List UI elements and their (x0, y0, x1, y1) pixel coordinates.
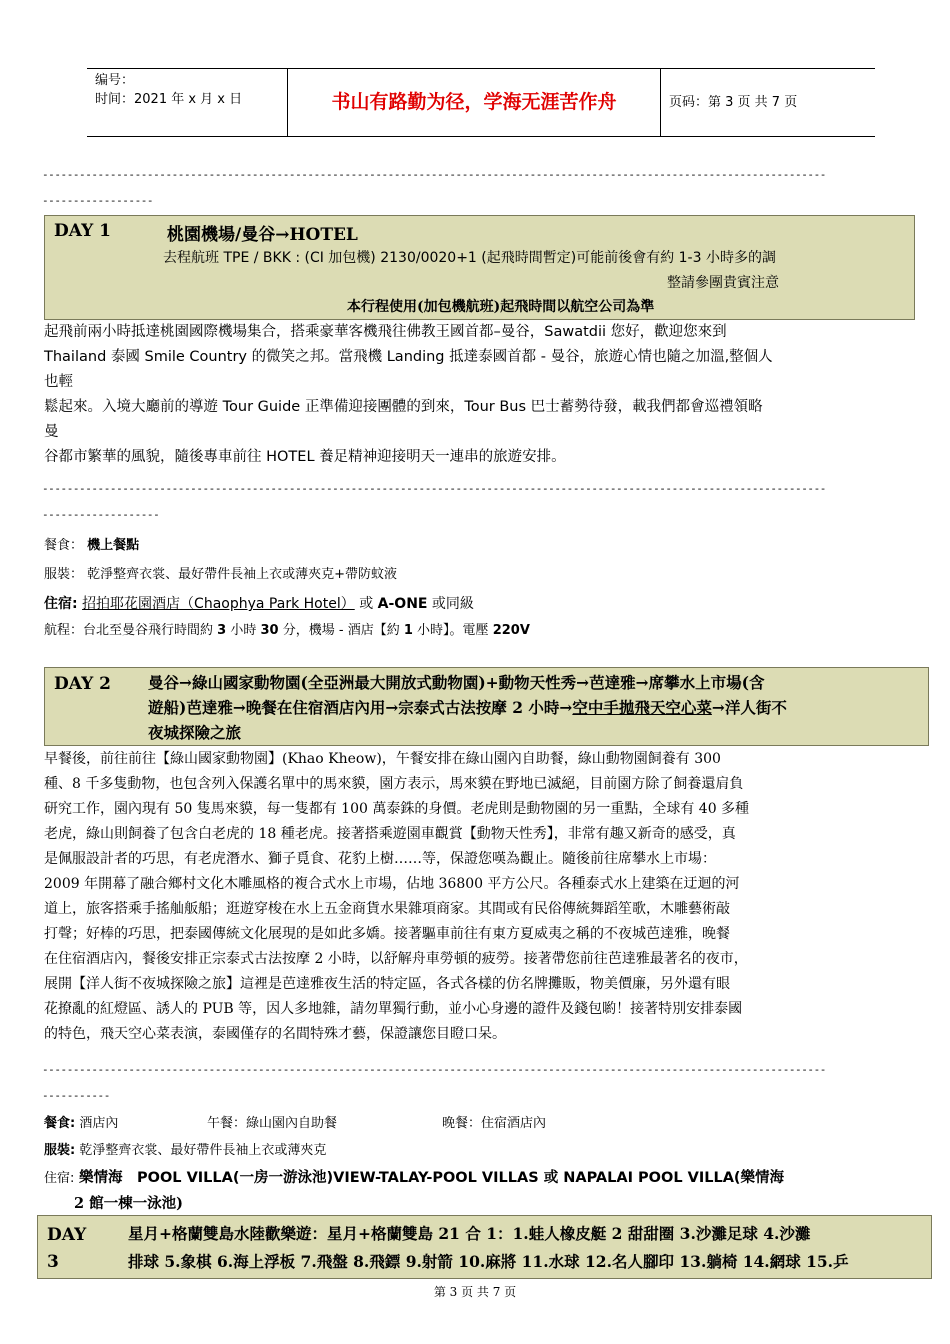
hotel-label: 住宿: (44, 1171, 75, 1186)
route-voltage: 220V (492, 623, 530, 638)
meal-label: 餐食: (44, 1116, 76, 1131)
day2-meal-row (44, 1114, 644, 1134)
time-label: 时间：2021 年 x 月 x 日 (95, 92, 243, 107)
day2-title-segment: 遊船)芭達雅→晚餐在住宿酒店內用→宗泰式古法按摩 2 小時→ (148, 698, 573, 717)
day2-title-underlined: 空中手拋飛天空心菜 (572, 698, 712, 717)
day2-para-line: 種、8 千多隻動物，也包含列入保護名單中的馬來貘，園方表示，馬來貘在野地已滅絕，目前園方除了飼養還肩負 (44, 776, 744, 792)
day2-title-line: 曼谷→綠山國家動物園(全亞洲最大開放式動物園)+動物天性秀→芭達雅→席攀水上市場(含 (148, 673, 765, 692)
meal-lunch: 午餐：綠山園內自助餐 (207, 1116, 338, 1131)
dress-value: 乾淨整齊衣裳、最好帶件長袖上衣或薄夾克 (79, 1143, 327, 1158)
day2-para-line: 早餐後，前往前往【綠山國家動物園】(Khao Kheow)，午餐安排在綠山園內自助餐，綠山動物園飼養有 300 (44, 751, 721, 767)
dashed-separator-tail: ----------- (42, 1089, 110, 1102)
day1-para-line: 谷都市繁華的風貌，隨後專車前往 HOTEL 養足精神迎接明天一連串的旅遊安排。 (44, 449, 566, 465)
day1-paragraph (44, 320, 924, 470)
day2-title-segment: →洋人街不 (711, 698, 787, 717)
day2-para-line: 道上，旅客搭乘手搖舢舨船；逛遊穿梭在水上五金商貨水果雜項商家。其間或有民俗傳統舞蹈笙歌，木雕藝術敲 (44, 901, 730, 917)
day2-dress-row (44, 1141, 326, 1161)
day1-hotel-row (44, 594, 474, 614)
day1-flight-line3: 本行程使用(加包機航班)起飛時間以航空公司為準 (347, 299, 655, 315)
day2-hotel-row (44, 1165, 784, 1217)
day1-para-line: Thailand 泰國 Smile Country 的微笑之邦。當飛機 Landing 抵達泰國首都 - 曼谷，旅遊心情也隨之加溫,整個人 (44, 349, 773, 365)
day2-title (148, 670, 787, 745)
day2-para-line: 展開【洋人街不夜城探險之旅】這裡是芭達雅夜生活的特定區，各式各樣的仿名牌攤販，物美價廉，另外還有眼 (44, 976, 730, 992)
dashed-separator-tail: ------------------ (42, 194, 154, 207)
motto-text: 书山有路勤为径，学海无涯苦作舟 (331, 91, 617, 113)
day3-label-line: DAY (47, 1225, 87, 1245)
meal-dinner: 晚餐：住宿酒店內 (442, 1116, 547, 1131)
route-text: 分，機場 - 酒店【約 (282, 623, 400, 638)
number-label: 编号： (95, 73, 135, 88)
meal-value: 機上餐點 (87, 538, 140, 553)
day1-route-row (44, 621, 530, 641)
day1-title: 桃園機場/曼谷→HOTEL (167, 225, 358, 245)
day3-header-box (37, 1215, 932, 1279)
day1-dress-row (44, 565, 397, 585)
day2-para-line: 在住宿酒店內，餐後安排正宗泰式古法按摩 2 小時，以舒解舟車勞頓的疲勞。接著帶您前往芭達雅最著名的夜市， (44, 951, 748, 967)
header-motto-cell (287, 69, 661, 136)
hotel-value: 樂情海 POOL VILLA(一房一游泳池)VIEW-TALAY-POOL VILLAS 或 NAPALAI POOL VILLA(樂情海 (79, 1170, 785, 1186)
day1-header-box (44, 215, 915, 320)
day3-title-line: 星月+格蘭雙島水陸歡樂遊：星月+格蘭雙島 21 合 1：1.蛙人橡皮艇 2 甜甜圈 3.沙灘足球 4.沙灘 (128, 1224, 811, 1243)
day1-meal-row (44, 536, 139, 556)
dress-label: 服裝： (44, 567, 84, 582)
route-text: 小時】。電壓 (417, 623, 489, 638)
day1-para-line: 也輕 (44, 374, 73, 390)
hotel-link[interactable]: 招拍耶花園酒店（Chaophya Park Hotel） (82, 596, 355, 612)
day2-para-line: 打聲；好棒的巧思，把泰國傳統文化展現的是如此多嬌。接著驅車前往有東方夏威夷之稱的不夜城芭達雅，晚餐 (44, 926, 730, 942)
day2-para-line: 老虎，綠山則飼養了包含白老虎的 18 種老虎。接著搭乘遊園車觀賞【動物天性秀】，非常有趣又新奇的感受，真 (44, 826, 736, 842)
dress-value: 乾淨整齊衣裳、最好帶件長袖上衣或薄夾克+帶防蚊液 (87, 567, 398, 582)
day2-para-line: 花撩亂的紅燈區、誘人的 PUB 等，因人多地雜，請勿單獨行動，並小心身邊的證件及錢包喲！接著特別安排泰國 (44, 1001, 743, 1017)
header-info-cell (87, 69, 287, 136)
day2-title-line: 夜城探險之旅 (148, 723, 242, 742)
route-hours-2: 1 (403, 623, 413, 638)
day1-para-line: 鬆起來。入境大廳前的導遊 Tour Guide 正準備迎接團體的到來，Tour Bus 巴士蓄勢待發，載我們都會巡禮領略 (44, 399, 763, 415)
route-text: 小時 (230, 623, 257, 638)
hotel-label: 住宿: (44, 596, 78, 612)
meal-label: 餐食： (44, 538, 84, 553)
day1-flight-line1: 去程航班 TPE / BKK : (CI 加包機) 2130/0020+1 (起飛時間暫定)可能前後會有約 1-3 小時多的調 (163, 250, 776, 266)
day2-label: DAY 2 (54, 674, 111, 694)
day3-title-line: 排球 5.象棋 6.海上浮板 7.飛盤 8.飛鏢 9.射箭 10.麻將 11.水球 12.名人腳印 13.躺椅 14.網球 15.乒 (128, 1252, 849, 1271)
hotel-tail: 或同級 (431, 596, 474, 612)
footer-page-number: 第 3 页 共 7 页 (433, 1285, 517, 1299)
day3-label (47, 1222, 86, 1276)
dashed-separator: ------------------------------------------------------------------------------------------------------------------------------- (42, 482, 826, 495)
hotel-alt: A-ONE (377, 596, 428, 612)
day1-flight-line2: 整請參團貴賓注意 (667, 275, 779, 291)
header-page-cell (660, 69, 875, 136)
day2-paragraph (44, 747, 924, 1047)
day2-para-line: 是佩服設計者的巧思，有老虎潛水、獅子覓食、花豹上樹……等，保證您嘆為觀止。隨後前往席攀水上市場： (44, 851, 716, 867)
day2-para-line: 2009 年開幕了融合鄉村文化木雕風格的複合式水上市場，佔地 36800 平方公尺。各種泰式水上建築在迂迴的河 (44, 876, 740, 892)
day1-para-line: 曼 (44, 424, 59, 440)
route-minutes: 30 (260, 623, 279, 638)
day2-para-line: 的特色，飛天空心菜表演，泰國僅存的名間特殊才藝，保證讓您目瞪口呆。 (44, 1026, 506, 1042)
day2-para-line: 研究工作，園內現有 50 隻馬來貘，每一隻都有 100 萬泰銖的身價。老虎則是動物園的另一重點，全球有 40 多種 (44, 801, 750, 817)
dress-label: 服裝: (44, 1143, 76, 1158)
header-table (87, 68, 875, 137)
meal-breakfast: 酒店內 (79, 1116, 119, 1131)
page-label: 页码：第 3 页 共 7 页 (669, 95, 798, 110)
dashed-separator-tail: ------------------- (42, 508, 160, 521)
day3-title (128, 1220, 849, 1276)
day1-label: DAY 1 (54, 221, 111, 241)
route-text: 航程：台北至曼谷飛行時間約 (44, 623, 214, 638)
dashed-separator: ------------------------------------------------------------------------------------------------------------------------------- (42, 1063, 826, 1076)
dashed-separator: ------------------------------------------------------------------------------------------------------------------------------- (42, 168, 826, 181)
day2-title-line (148, 695, 787, 720)
day1-para-line: 起飛前兩小時抵達桃園國際機場集合，搭乘豪華客機飛往佛教王國首都–曼谷，Sawatdii 您好，歡迎您來到 (44, 324, 727, 340)
route-hours: 3 (217, 623, 227, 638)
day3-label-line: 3 (47, 1252, 59, 1272)
hotel-value-cont: 2 館一棟一泳池) (74, 1195, 183, 1212)
day2-header-box (44, 667, 929, 746)
hotel-or: 或 (359, 596, 374, 612)
